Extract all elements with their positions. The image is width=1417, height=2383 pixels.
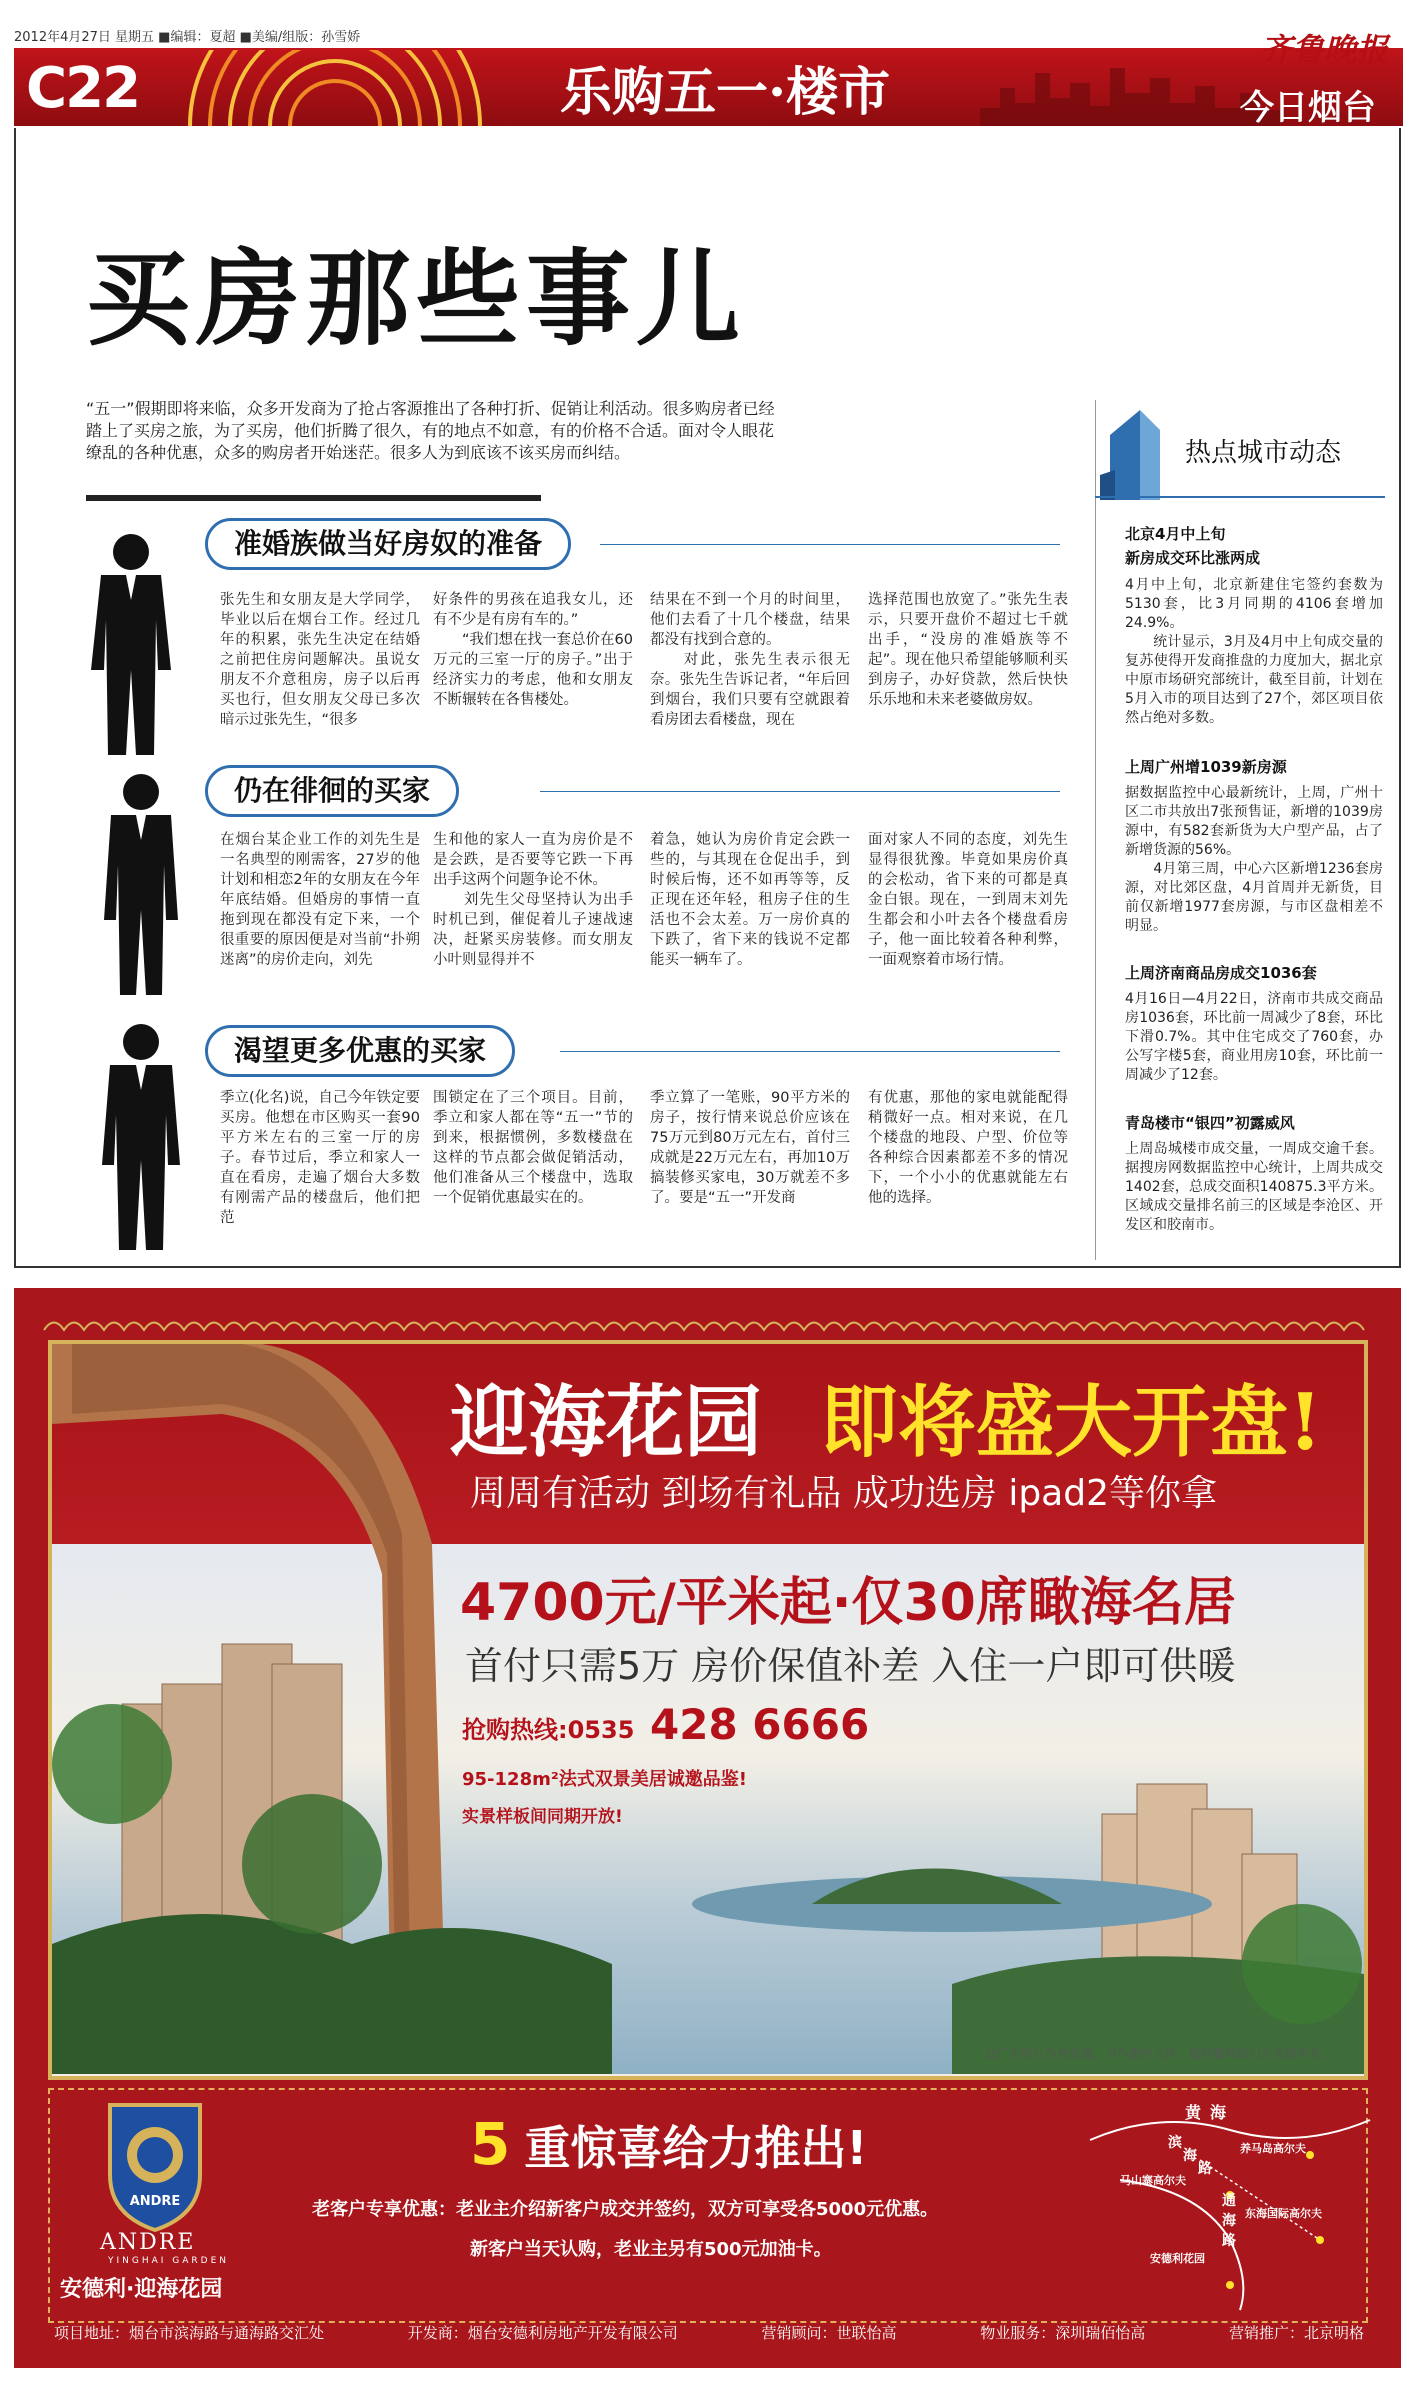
ad-note: 实景样板间同期开放! (462, 1807, 623, 1827)
price-line: 4700元/平米起·仅30席瞰海名居 (460, 1573, 1236, 1633)
map-label: 马山寨高尔夫 (1120, 2174, 1186, 2187)
section-heading-3: 渴望更多优惠的买家 (205, 1025, 515, 1077)
map-label: 路 (1222, 2233, 1236, 2249)
sidebar-item-head: 上周广州增1039新房源 (1125, 758, 1287, 776)
section1-col1: 张先生和女朋友是大学同学，毕业以后在烟台工作。经过几年的积累，张先生决定在结婚之前把住房问题解决。虽说女朋友不介意租房，房子以后再买也行，但女朋友父母已多次暗示过张先生，“很多 (220, 592, 420, 728)
benefits-line: 首付只需5万 房价保值补差 入住一户即可供暖 (465, 1644, 1236, 1688)
section3-col3: 季立算了一笔账，90平方米的房子，按行情来说总价应该在75万元到80万元左右，首付三成就是22万元左右，再加10万搞装修买家电，30万就差不多了。要是“五一”开发商 (650, 1090, 850, 1206)
businessman-silhouette (96, 1020, 186, 1255)
businessman-silhouette (86, 530, 176, 760)
section1-col4: 选择范围也放宽了。”张先生表示，只要开盘价不超过七千就出手，“没房的准婚族等不起”。现在他只希望能够顺利买到房子，办好贷款，然后快快乐乐地和未来老婆做房奴。 (868, 592, 1068, 708)
intro-paragraph: “五一”假期即将来临，众多开发商为了抢占客源推出了各种打折、促销让利活动。很多购房者已经踏上了买房之旅，为了买房，他们折腾了很久，有的地点不如意，有的价格不合适。面对令人眼花缭乱的各种优惠，众多的购房者开始迷茫。很多人为到底该不该买房而纠结。 (86, 399, 775, 462)
sidebar-item-body: 4月中上旬，北京新建住宅签约套数为5130套，比3月同期的4106套增加24.9%。 统计显示，3月及4月中上旬成交量的复苏使得开发商推盘的力度加大，据北京中原市场研究部统计，截至目前，计划在5月入市的项目达到了27个，郊区项目依然占绝对多数。 (1125, 577, 1383, 726)
map-label: 养马岛高尔夫 (1240, 2142, 1306, 2155)
footer-developer: 开发商：烟台安德利房地产开发有限公司 (407, 2324, 678, 2342)
page-code: C22 (26, 56, 140, 121)
section3-col2: 围锁定在了三个项目。目前，季立和家人都在等“五一”节的到来，根据惯例，多数楼盘在这样的节点都会做促销活动，他们准备从三个楼盘中，选取一个促销优惠最实在的。 (433, 1090, 633, 1206)
map-label: 黄 (1185, 2103, 1202, 2122)
sidebar-item-body: 上周岛城楼市成交量，一周成交逾千套。据搜房网数据监控中心统计，上周共成交1402套，总成交面积140875.3平方米。区域成交量排名前三的区域是李沧区、开发区和胶南市。 (1125, 1141, 1383, 1233)
sidebar-item-head: 青岛楼市“银四”初露威风 (1125, 1114, 1295, 1132)
footer-consultant: 营销顾问：世联怡高 (761, 2324, 897, 2342)
sidebar-item-head: 北京4月中上旬 新房成交环比涨两成 (1125, 525, 1261, 567)
sidebar-item-body: 据数据监控中心最新统计，上周，广州十区二市共放出7张预售证，新增的1039房源中，有582套新货为大户型产品，占了新增货源的56%。 4月第三周，中心六区新增1236套房源，对比郊区盘，4月首周并无新货，目前仅新增1977套房源，与市区盘相差不明显。 (1125, 785, 1383, 934)
section3-col1: 季立(化名)说，自己今年铁定要买房。他想在市区购买一套90平方米左右的三室一厅的房子。春节过后，季立和家人一直在看房，走遍了烟台大多数有刚需产品的楼盘后，他们把范 (220, 1090, 420, 1226)
sunburst-decoration (170, 50, 500, 126)
map-label: 滨 (1168, 2135, 1182, 2151)
promo-title: 5 重惊喜给力推出! (470, 2110, 868, 2178)
section3-col4: 有优惠，那他的家电就能配得稍微好一点。相对来说，在几个楼盘的地段、户型、价位等各种综合因素都差不多的情况下，一个小小的优惠就能左右他的选择。 (868, 1090, 1068, 1206)
hotline-label: 抢购热线:0535 (462, 1716, 635, 1744)
ad-subtitle: 周周有活动 到场有礼品 成功选房 ipad2等你拿 (470, 1473, 1218, 1514)
divider (1095, 496, 1385, 498)
map-label: 安德利花园 (1150, 2252, 1205, 2265)
ad-note: 95-128m²法式双景美居诚邀品鉴! (462, 1769, 747, 1790)
section-heading-2: 仍在徘徊的买家 (205, 765, 459, 817)
promo-line: 老客户专享优惠：老业主介绍新客户成交并签约，双方可享受各5000元优惠。 (312, 2199, 939, 2220)
divider (600, 544, 1060, 545)
ad-title: 迎海花园 (450, 1377, 763, 1468)
section2-col4: 面对家人不同的态度，刘先生显得很犹豫。毕竟如果房价真的会松动，省下来的可都是真金白银。现在，一到周末刘先生都会和小叶去各个楼盘看房子，他一面比较着各种利弊，一面观察着市场行情。 (868, 832, 1068, 968)
section-heading-1: 准婚族做当好房奴的准备 (205, 518, 571, 570)
divider (540, 791, 1060, 792)
building-icon (1100, 405, 1180, 500)
logo-chinese: 安德利·迎海花园 (60, 2277, 223, 2302)
divider (560, 1051, 1060, 1052)
section-title: 乐购五一·楼市 (560, 62, 891, 123)
ad-title-highlight: 即将盛大开盘! (820, 1377, 1323, 1468)
promo-number: 5 (470, 2110, 511, 2178)
footer-promotion: 营销推广：北京明格 (1228, 2324, 1364, 2342)
footer-address: 项目地址：烟台市滨海路与通海路交汇处 (54, 2324, 325, 2342)
logo-subtitle: YINGHAI GARDEN (108, 2256, 230, 2266)
footer-property: 物业服务：深圳瑞佰怡高 (980, 2324, 1146, 2342)
map-label: 海 (1210, 2103, 1227, 2122)
issue-meta: 2012年4月27日 星期五 ■编辑：夏超 ■美编/组版：孙雪娇 (14, 30, 361, 45)
newspaper-logo: 齐鲁晚报 (1260, 31, 1389, 69)
hotline-number: 428 6666 (650, 1700, 870, 1749)
map-label: 海 (1183, 2148, 1197, 2164)
map-label: 海 (1222, 2213, 1236, 2229)
divider (86, 495, 541, 501)
sidebar-title: 热点城市动态 (1185, 438, 1342, 468)
businessman-silhouette (96, 770, 186, 1000)
andre-logo-icon (100, 2095, 210, 2235)
section2-col2: 生和他的家人一直为房价是不是会跌，是否要等它跌一下再出手这两个问题争论不休。 刘先生父母坚持认为出手时机已到，催促着儿子速战速决，赶紧买房装修。而女朋友小叶则显得并不 (433, 832, 633, 968)
edition-label: 今日烟台 (1240, 88, 1376, 128)
headline: 买房那些事儿 (86, 238, 747, 360)
ad-footer (54, 2322, 1364, 2343)
map-label: 东海国际高尔夫 (1245, 2207, 1322, 2220)
city-skyline-decoration (980, 48, 1280, 126)
promo-line: 新客户当天认购，老业主另有500元加油卡。 (470, 2239, 832, 2260)
map-label: 通 (1222, 2193, 1236, 2209)
section1-col2: 好条件的男孩在追我女儿，还有不少是有房有车的。” “我们想在找一套总价在60万元的三室一厅的房子。”出于经济实力的考虑，他和女朋友不断辗转在各售楼处。 (433, 592, 633, 708)
lace-border-decoration (14, 1310, 1401, 1340)
logo-brand: ANDRE (100, 2230, 196, 2255)
section2-col3: 着急，她认为房价肯定会跌一些的，与其现在仓促出手，到时候后悔，还不如再等等，反正现在还年轻，租房子住的生活也不会太差。万一房价真的下跌了，省下来的钱说不定都能买一辆车了。 (650, 832, 850, 968)
section1-col3: 结果在不到一个月的时间里，他们去看了十几个楼盘，结果都没有找到合意的。 对此，张先生表示很无奈。张先生告诉记者，“年后回到烟台，我们只要有空就跟着看房团去看楼盘，现在 (650, 592, 850, 728)
section2-col1: 在烟台某企业工作的刘先生是一名典型的刚需客，27岁的他计划和相恋2年的女朋友在今年年底结婚。但婚房的事情一直拖到现在都没有定下来，一个很重要的原因便是对当前“扑朔迷离”的房价走向，刘先 (220, 832, 420, 968)
map-label: 路 (1198, 2161, 1212, 2177)
svg-text:ANDRE: ANDRE (129, 2194, 181, 2209)
ad-disclaimer: 此广告图片为效果图，不作邀约文件，最终解释权归开发商所有。 (985, 2047, 1334, 2061)
sidebar-item-head: 上周济南商品房成交1036套 (1125, 964, 1317, 982)
sidebar-item-body: 4月16日—4月22日，济南市共成交商品房1036套，环比前一周减少了8套，环比下滑0.7%。其中住宅成交了760套，办公写字楼5套，商业用房10套，环比前一周减少了12套。 (1125, 991, 1383, 1083)
